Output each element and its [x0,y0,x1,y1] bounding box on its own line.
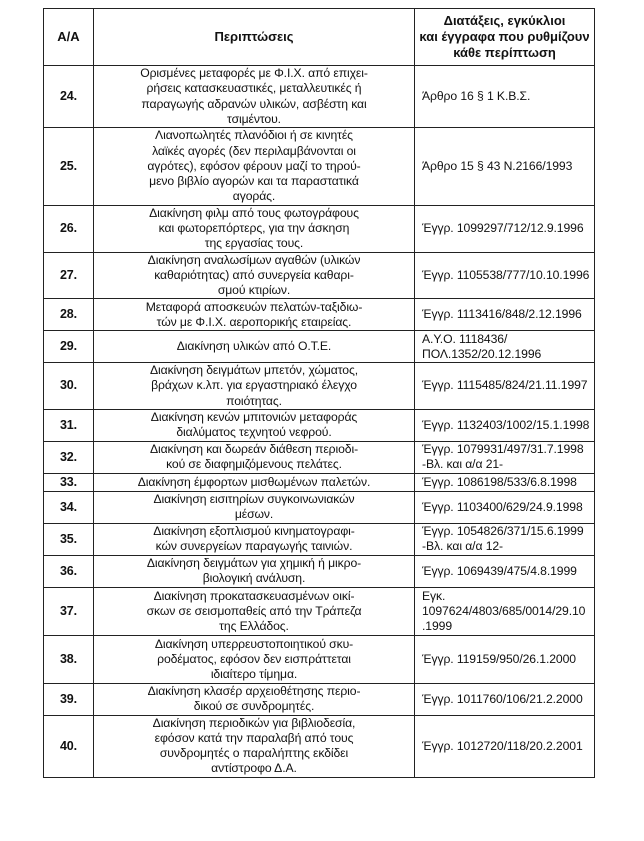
case-reference [415,128,595,206]
description-line: Διακίνηση έμφορτων μισθωμένων παλετών. [137,474,371,489]
row-number: 39. [44,683,94,715]
table-row [44,473,595,491]
description-line: εφόσον κατά την παραλαβή από τους [154,731,354,746]
row-number: 38. [44,635,94,683]
case-description [94,409,415,441]
row-number: 27. [44,252,94,299]
row-number: 26. [44,206,94,253]
description-line: τσιμέντου. [227,111,281,126]
header-refs-line: και έγγραφα που ρυθμίζουν [419,29,590,44]
description-line: της εργασίας τους. [204,236,304,251]
case-description [94,206,415,253]
description-line: συνδρομητές ο παραλήπτης εκδίδει [159,746,349,761]
reference-line: Έγγρ. 119159/950/26.1.2000 [422,651,576,666]
description-line: Διακίνηση αναλωσίμων αγαθών (υλικών [147,252,361,267]
case-description [94,441,415,473]
description-line: Διακίνηση υπερρευστοποιητικού σκυ- [154,636,354,651]
case-description [94,683,415,715]
description-line: βράχων κ.λπ. για εργαστηριακό έλεγχο [151,378,357,393]
case-reference [415,331,595,363]
reference-line: Έγγρ. 1011760/106/21.2.2000 [422,691,583,706]
reference-line: Έγγρ. 1115485/824/21.11.1997 [422,378,588,393]
description-line: Διακίνηση κλασέρ αρχειοθέτησης περιο- [147,684,361,699]
case-description [94,363,415,410]
row-number: 31. [44,409,94,441]
row-number: 28. [44,299,94,331]
case-description [94,252,415,299]
description-line: Διακίνηση εισιτηρίων συγκοινωνιακών [153,492,355,507]
case-reference [415,683,595,715]
case-reference [415,555,595,587]
table-row [44,363,595,410]
table-row [44,441,595,473]
table-row [44,523,595,555]
table-row [44,252,595,299]
description-line: ιδιαίτερο τίμημα. [210,666,298,681]
description-line: ποιότητας. [226,393,282,408]
description-line: διαλύματος τεχνητού νεφρού. [176,425,332,440]
reference-line: .1999 [422,618,452,633]
table-row [44,587,595,635]
description-line: Διακίνηση περιοδικών για βιβλιοδεσία, [152,715,356,730]
description-line: Μεταφορά αποσκευών πελατών-ταξιδιω- [145,299,363,314]
description-line: λαϊκές αγορές (δεν περιλαμβάνονται οι [152,143,356,158]
description-line: Λιανοπωλητές πλανόδιοι ή σε κινητές [155,128,353,143]
table-row [44,635,595,683]
description-line: Διακίνηση φιλμ από τους φωτογράφους [149,206,359,220]
case-reference [415,441,595,473]
reference-line: Έγγρ. 1054826/371/15.6.1999 [422,524,584,539]
case-reference [415,363,595,410]
row-number: 25. [44,128,94,206]
header-num: Α/Α [44,9,94,66]
table-row [44,299,595,331]
case-description [94,555,415,587]
row-number: 35. [44,523,94,555]
description-line: δικού σε συνδρομητές. [193,699,315,714]
case-description [94,331,415,363]
description-line: κού σε διαφημιζόμενους πελάτες. [166,457,342,472]
table-row [44,715,595,777]
case-reference [415,635,595,683]
description-line: ροδέματος, εφόσον δεν εισπράττεται [157,651,351,666]
reference-line: Εγκ. 1097624/4803/685/0014/29.10 [422,588,586,618]
description-line: της Ελλάδος. [219,618,289,633]
case-reference [415,523,595,555]
description-line: σμού κτιρίων. [217,283,291,298]
case-description [94,635,415,683]
reference-line: Α.Υ.Ο. 1118436/ [422,331,508,346]
header-refs [415,9,595,66]
table-row [44,66,595,128]
case-description [94,299,415,331]
reference-line: Έγγρ. 1086198/533/6.8.1998 [422,474,577,489]
description-line: Διακίνηση δειγμάτων μπετόν, χώματος, [149,363,359,378]
reference-line: ΠΟΛ.1352/20.12.1996 [422,346,542,361]
reference-line: Άρθρο 15 § 43 Ν.2166/1993 [422,158,573,173]
table-row [44,128,595,206]
row-number: 40. [44,715,94,777]
case-reference [415,473,595,491]
case-description [94,128,415,206]
reference-line: Έγγρ. 1012720/118/20.2.2001 [422,738,583,753]
reference-line: Έγγρ. 1099297/712/12.9.1996 [422,221,584,236]
case-reference [415,587,595,635]
description-line: μενο βιβλίο αγορών και τα παραστατικά [149,174,359,189]
reference-line: Έγγρ. 1069439/475/4.8.1999 [422,563,577,578]
reference-line: Έγγρ. 1079931/497/31.7.1998 [422,442,584,457]
case-reference [415,66,595,128]
description-line: αντίστροφο Δ.Α. [211,761,297,776]
case-description [94,523,415,555]
row-number: 24. [44,66,94,128]
reference-line: Έγγρ. 1113416/848/2.12.1996 [422,307,582,322]
description-line: βιολογική ανάλυση. [202,571,306,586]
row-number: 29. [44,331,94,363]
case-description [94,715,415,777]
row-number: 30. [44,363,94,410]
description-line: Διακίνηση κενών μπιτονιών μεταφοράς [150,410,358,425]
reference-line: Έγγρ. 1105538/777/10.10.1996 [422,267,590,282]
cases-table [43,8,595,778]
description-line: αγοράς. [232,189,276,204]
description-line: τών με Φ.Ι.Χ. αεροπορικής εταιρείας. [156,314,352,329]
row-number: 36. [44,555,94,587]
header-row [44,9,595,66]
header-refs-line: κάθε περίπτωση [453,45,556,60]
table-row [44,331,595,363]
header-refs-line: Διατάξεις, εγκύκλιοι [443,13,566,28]
row-number: 37. [44,587,94,635]
description-line: Διακίνηση υλικών από Ο.Τ.Ε. [176,339,332,354]
case-reference [415,206,595,253]
case-description [94,66,415,128]
description-line: κών συνεργείων παραγωγής ταινιών. [155,539,353,554]
case-description [94,473,415,491]
row-number: 33. [44,473,94,491]
header-cases: Περιπτώσεις [94,9,415,66]
description-line: μέσων. [234,507,274,522]
reference-line: Έγγρ. 1132403/1002/15.1.1998 [422,417,590,432]
description-line: Διακίνηση δειγμάτων για χημική ή μικρο- [146,556,362,571]
table-row [44,491,595,523]
reference-line: -Βλ. και α/α 12- [422,539,504,554]
case-reference [415,715,595,777]
table-row [44,555,595,587]
description-line: ρήσεις κατασκευαστικές, μεταλλευτικές ή [146,81,362,96]
case-reference [415,252,595,299]
reference-line: -Βλ. και α/α 21- [422,457,504,472]
description-line: και φωτορεπόρτερς, για την άσκηση [158,221,350,236]
reference-line: Έγγρ. 1103400/629/24.9.1998 [422,499,583,514]
description-line: Διακίνηση και δωρεάν διάθεση περιοδι- [149,442,359,457]
description-line: Διακίνηση εξοπλισμού κινηματογραφι- [153,524,355,539]
description-line: αγρότες), εφόσον φέρουν μαζί το τηρού- [147,158,361,173]
description-line: σκων σε σεισμοπαθείς από την Τράπεζα [146,603,362,618]
table-row [44,206,595,253]
case-reference [415,491,595,523]
row-number: 34. [44,491,94,523]
reference-line: Άρθρο 16 § 1 Κ.Β.Σ. [422,88,531,103]
document-page [43,8,594,778]
case-description [94,587,415,635]
table-row [44,683,595,715]
row-number: 32. [44,441,94,473]
description-line: καθαριότητας) από συνεργεία καθαρι- [154,267,354,282]
case-description [94,491,415,523]
case-reference [415,409,595,441]
table-row [44,409,595,441]
case-reference [415,299,595,331]
description-line: παραγωγής αδρανών υλικών, ασβέστη και [141,96,367,111]
description-line: Διακίνηση προκατασκευασμένων οικί- [153,588,355,603]
description-line: Ορισμένες μεταφορές με Φ.Ι.Χ. από επιχει- [140,66,368,81]
